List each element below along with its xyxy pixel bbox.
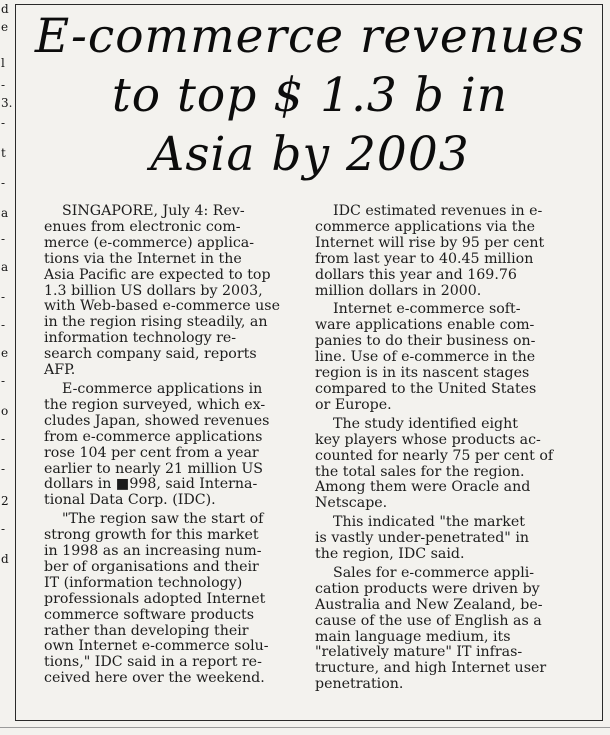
gutter-fragment: l (1, 56, 5, 70)
text-line: dollars this year and 169.76 (315, 266, 517, 283)
text-line: Netscape. (315, 495, 388, 512)
text-line: Asia Pacific are expected to top (44, 266, 271, 283)
text-line: earlier to nearly 21 million US (44, 460, 264, 477)
text-line: in the region rising steadily, an (44, 314, 268, 331)
text-line: SINGAPORE, July 4: Rev- (62, 203, 245, 219)
text-line: or Europe. (315, 396, 392, 413)
text-line: tructure, and high Internet user (315, 660, 547, 677)
text-line: ware applications enable com- (315, 317, 535, 334)
text-line: million dollars in 2000. (315, 282, 482, 299)
text-line: counted for nearly 75 per cent of (315, 447, 554, 464)
text-line: "The region saw the start of (62, 511, 264, 528)
paragraph (315, 417, 587, 512)
text-line: search company said, reports (44, 346, 257, 363)
text-line: commerce software products (44, 606, 255, 623)
article-column-left (44, 204, 306, 687)
headline (16, 7, 604, 184)
text-line: main language medium, its (315, 628, 511, 645)
gutter-fragment: - (1, 432, 6, 446)
article-column-right (315, 204, 587, 693)
text-line: E-commerce applications in (62, 380, 263, 397)
paragraph (44, 382, 306, 509)
text-line: the total sales for the region. (315, 463, 525, 480)
text-line: This indicated "the market (333, 514, 525, 531)
headline-line-2: to top $ 1.3 b in (111, 68, 509, 123)
text-line: Among them were Oracle and (315, 479, 531, 496)
text-line: tional Data Corp. (IDC). (44, 492, 216, 509)
text-line: penetration. (315, 676, 404, 693)
text-line: Australia and New Zealand, be- (315, 596, 543, 613)
text-line: professionals adopted Internet (44, 590, 266, 607)
text-line: from last year to 40.45 million (315, 250, 534, 267)
text-line: with Web-based e-commerce use (44, 298, 280, 315)
paragraph (315, 515, 587, 563)
gutter-fragment: a (1, 206, 9, 220)
text-line: own Internet e-commerce solu- (44, 638, 269, 655)
text-line: dollars in ■998, said Interna- (44, 476, 258, 493)
paragraph (315, 566, 587, 693)
text-line: 1.3 billion US dollars by 2003, (44, 282, 263, 299)
paragraph (44, 204, 306, 379)
text-line: Sales for e-commerce appli- (333, 564, 535, 581)
paragraph (315, 302, 587, 413)
gutter-fragment: d (1, 552, 9, 566)
gutter-fragment: t (1, 146, 6, 160)
text-line: information technology re- (44, 330, 237, 347)
text-line: The study identified eight (333, 415, 518, 432)
text-line: rose 104 per cent from a year (44, 444, 259, 461)
bottom-divider (0, 727, 610, 728)
adjacent-column-fragment (0, 0, 14, 735)
text-line: region is in its nascent stages (315, 365, 530, 382)
gutter-fragment: o (1, 404, 9, 418)
gutter-fragment: - (1, 462, 6, 476)
gutter-fragment: e (1, 20, 9, 34)
text-line: is vastly under-penetrated" in (315, 530, 530, 547)
paragraph (44, 512, 306, 687)
text-line: key players whose products ac- (315, 431, 541, 448)
text-line: ceived here over the weekend. (44, 670, 265, 687)
text-line: the region surveyed, which ex- (44, 396, 266, 413)
text-line: compared to the United States (315, 380, 537, 397)
gutter-fragment: - (1, 116, 6, 130)
gutter-fragment: 2 (1, 494, 9, 508)
text-line: Internet e-commerce soft- (333, 301, 521, 318)
text-line: Internet will rise by 95 per cent (315, 234, 545, 251)
text-line: the region, IDC said. (315, 546, 465, 563)
gutter-fragment: - (1, 318, 6, 332)
text-line: strong growth for this market (44, 527, 259, 544)
gutter-fragment: a (1, 260, 9, 274)
text-line: IDC estimated revenues in e- (333, 203, 543, 219)
paragraph (315, 204, 587, 299)
text-line: enues from electronic com- (44, 218, 241, 235)
gutter-fragment: - (1, 176, 6, 190)
text-line: commerce applications via the (315, 218, 535, 235)
gutter-fragment: - (1, 232, 6, 246)
headline-line-3: Asia by 2003 (150, 127, 470, 182)
text-line: tions," IDC said in a report re- (44, 654, 262, 671)
gutter-fragment: - (1, 522, 6, 536)
text-line: in 1998 as an increasing num- (44, 543, 262, 560)
text-line: panies to do their business on- (315, 333, 536, 350)
text-line: AFP. (44, 362, 76, 379)
text-line: rather than developing their (44, 622, 249, 639)
text-line: cludes Japan, showed revenues (44, 412, 270, 429)
gutter-fragment: e (1, 346, 9, 360)
text-line: from e-commerce applications (44, 428, 263, 445)
gutter-fragment: - (1, 290, 6, 304)
gutter-fragment: - (1, 374, 6, 388)
gutter-fragment: - (1, 78, 6, 92)
text-line: line. Use of e-commerce in the (315, 349, 536, 366)
text-line: IT (information technology) (44, 574, 243, 591)
text-line: ber of organisations and their (44, 558, 259, 575)
text-line: merce (e-commerce) applica- (44, 234, 255, 251)
gutter-fragment: d (1, 2, 9, 16)
text-line: "relatively mature" IT infras- (315, 644, 523, 661)
text-line: cation products were driven by (315, 580, 540, 597)
gutter-fragment: 3. (1, 96, 13, 110)
text-line: cause of the use of English as a (315, 612, 542, 629)
headline-line-1: E-commerce revenues (34, 9, 586, 64)
text-line: tions via the Internet in the (44, 250, 242, 267)
